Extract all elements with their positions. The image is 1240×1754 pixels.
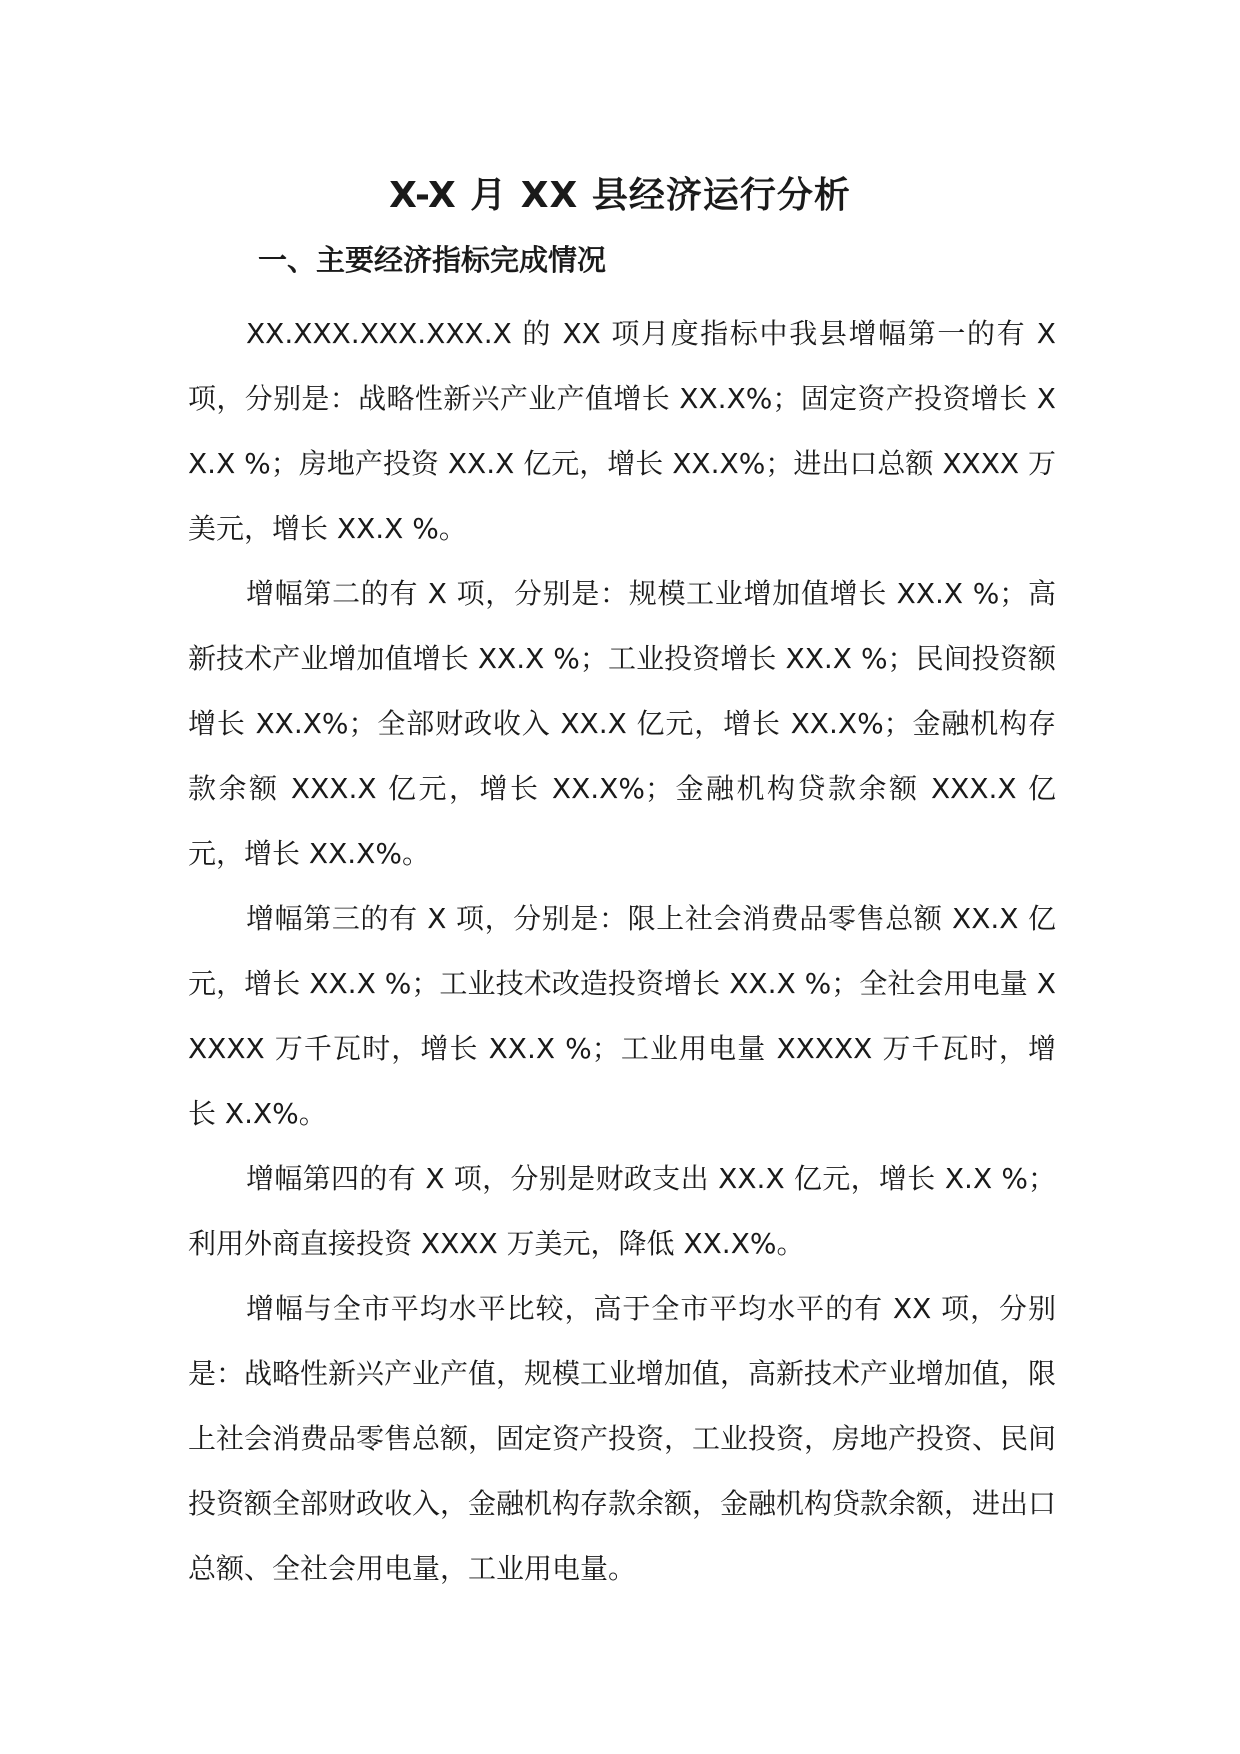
section-heading: 一、主要经济指标完成情况 bbox=[258, 243, 607, 277]
paragraph-growth-second: 增幅第二的有 X 项，分别是：规模工业增加值增长 XX.X %；高新技术产业增加值增长 XX.X %；工业投资增长 XX.X %；民间投资额增长 XX.X%；全部财政收入 XX.X 亿元，增长 XX.X%；金融机构存款余额 XXX.X 亿元，增长 XX.X%；金融机构贷款余额 XXX.X 亿元，增长 XX.X%。 bbox=[188, 577, 1056, 870]
document-title: X-X 月 XX 县经济运行分析 bbox=[389, 175, 851, 216]
paragraph-city-comparison: 增幅与全市平均水平比较，高于全市平均水平的有 XX 项，分别是：战略性新兴产业产值，规模工业增加值，高新技术产业增加值，限上社会消费品零售总额，固定资产投资，工业投资，房地产投资、民间投资额全部财政收入，金融机构存款余额，金融机构贷款余额，进出口总额、全社会用电量，工业用电量。 bbox=[188, 1292, 1057, 1585]
paragraph-growth-first: XX.XXX.XXX.XXX.X 的 XX 项月度指标中我县增幅第一的有 X 项，分别是：战略性新兴产业产值增长 XX.X%；固定资产投资增长 XX.X %；房地产投资 XX.X 亿元，增长 XX.X%；进出口总额 XXXX 万美元，增长 XX.X %。 bbox=[188, 317, 1056, 545]
body-text bbox=[188, 301, 1056, 1601]
paragraph-growth-third: 增幅第三的有 X 项，分别是：限上社会消费品零售总额 XX.X 亿元，增长 XX.X %；工业技术改造投资增长 XX.X %；全社会用电量 XXXXX 万千瓦时，增长 XX.X %；工业用电量 XXXXX 万千瓦时，增长 X.X%。 bbox=[188, 902, 1056, 1130]
paragraph-growth-fourth: 增幅第四的有 X 项，分别是财政支出 XX.X 亿元，增长 X.X %；利用外商直接投资 XXXX 万美元，降低 XX.X%。 bbox=[188, 1162, 1056, 1260]
